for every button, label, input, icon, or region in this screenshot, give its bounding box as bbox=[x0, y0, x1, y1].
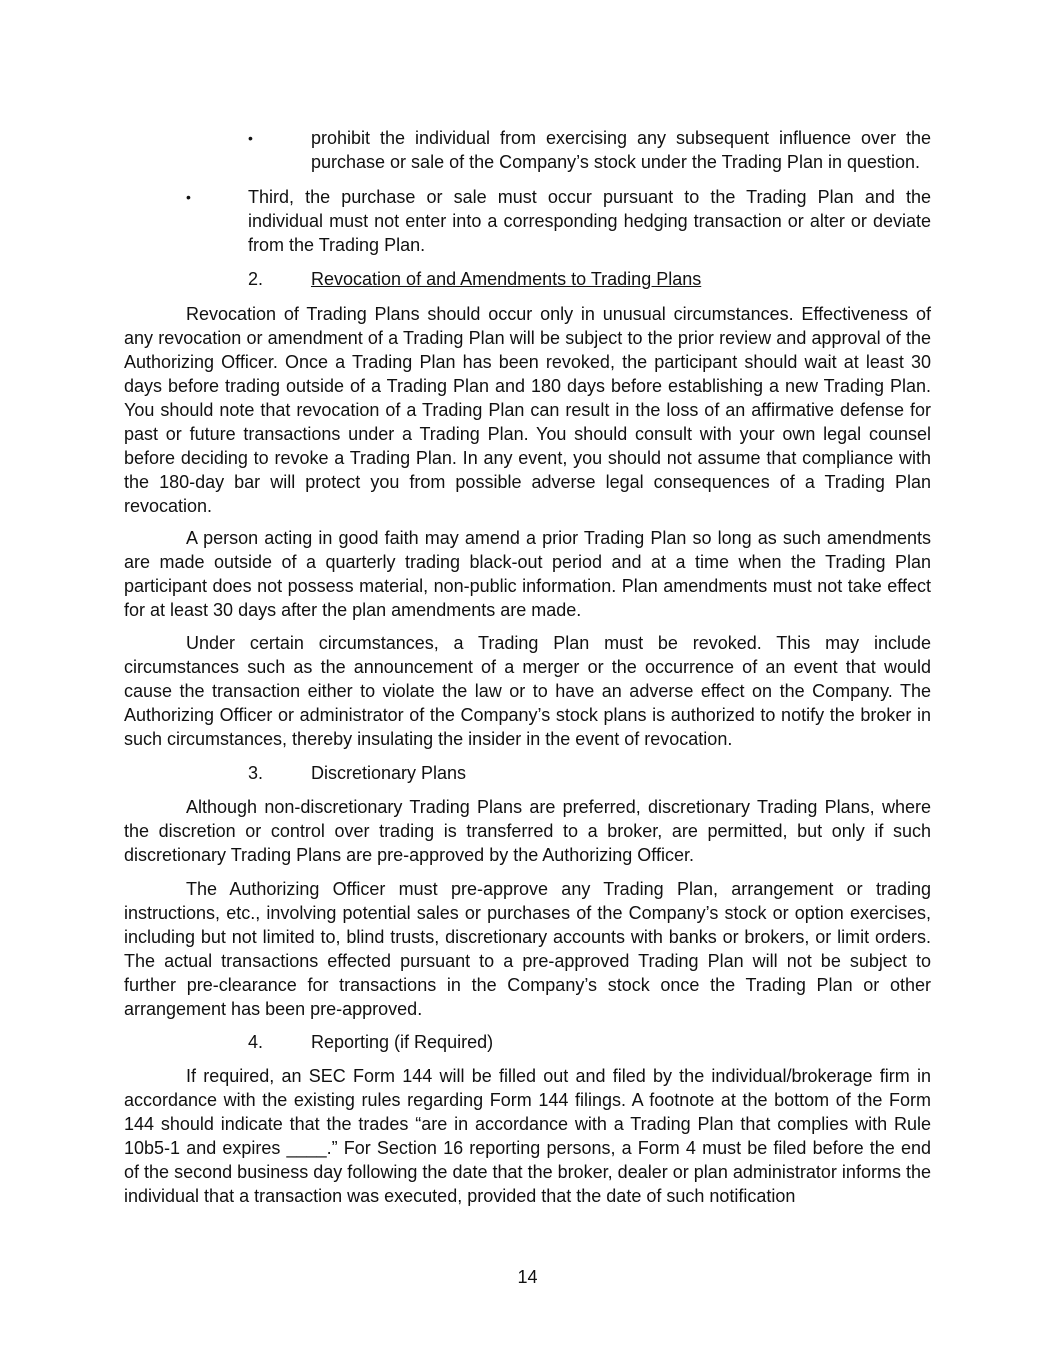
paragraph-pre-approval: The Authorizing Officer must pre-approve any Trading Plan, arrangement or trading instructions, etc., involving potential sales or purchases of the Company’s stock or option exercises, including but not limited to, blind trusts, discretionary accounts with banks or brokers, or limit orders. The actual transactions effected pursuant to a pre-approved Trading Plan will not be subject to further pre-clearance for transactions in the Company’s stock once the Trading Plan or other arrangement has been pre-approved. bbox=[124, 879, 931, 1019]
paragraph-discretionary: Although non-discretionary Trading Plans are preferred, discretionary Trading Plans, where the discretion or control over trading is transferred to a broker, are permitted, but only if such discretionary Trading Plans are pre-approved by the Authorizing Officer. bbox=[124, 797, 931, 865]
page-number: 14 bbox=[517, 1267, 538, 1287]
sub-bullet-text: prohibit the individual from exercising any subsequent influence over the purchase or sale of the Company’s stock under the Trading Plan in question. bbox=[311, 128, 931, 172]
section-heading-3 bbox=[248, 761, 466, 785]
bullet-icon: • bbox=[186, 189, 191, 205]
paragraph-reporting: If required, an SEC Form 144 will be filled out and filed by the individual/brokerage firm in accordance with the existing rules regarding Form 144 filings. A footnote at the bottom of the Form 144 should indicate that the trades “are in accordance with a Trading Plan that complies with Rule 10b5-1 and expires ____.” For Section 16 reporting persons, a Form 4 must be filed before the end of the second business day following the date that the broker, dealer or plan administrator informs the individual that a transaction was executed, provided that the date of such notification bbox=[124, 1066, 931, 1206]
section-number: 3. bbox=[248, 763, 264, 783]
bullet-icon: • bbox=[248, 130, 253, 146]
section-number: 4. bbox=[248, 1032, 264, 1052]
paragraph-revocation: Revocation of Trading Plans should occur only in unusual circumstances. Effectiveness of any revocation or amendment of a Trading Plan will be subject to the prior review and approval of the Authorizing Officer. Once a Trading Plan has been revoked, the participant should wait at least 30 days before trading outside of a Trading Plan and 180 days before establishing a new Trading Plan. You should note that revocation of a Trading Plan can result in the loss of an affirmative defense for past or future transactions under a Trading Plan. You should consult with your own legal counsel before deciding to revoke a Trading Plan. In any event, you should not assume that compliance with the 180-day bar will protect you from possible adverse legal consequences of a Trading Plan revocation. bbox=[124, 304, 931, 516]
paragraph-mandatory-revocation: Under certain circumstances, a Trading Plan must be revoked. This may include circumstances such as the announcement of a merger or the occurrence of an event that would cause the transaction either to violate the law or to have an adverse effect on the Company. The Authorizing Officer or administrator of the Company’s stock plans is authorized to notify the broker in such circumstances, thereby insulating the insider in the event of revocation. bbox=[124, 633, 931, 749]
third-bullet-item bbox=[186, 185, 931, 257]
section-heading-4 bbox=[248, 1030, 493, 1054]
section-title: Reporting (if Required) bbox=[311, 1032, 494, 1052]
paragraph-amendment: A person acting in good faith may amend a prior Trading Plan so long as such amendments are made outside of a quarterly trading black-out period and at a time when the Trading Plan participant does not possess material, non-public information. Plan amendments must not take effect for at least 30 days after the plan amendments are made. bbox=[124, 528, 931, 620]
third-bullet-text: Third, the purchase or sale must occur pursuant to the Trading Plan and the individual must not enter into a corresponding hedging transaction or alter or deviate from the Trading Plan. bbox=[248, 187, 931, 255]
section-heading-2 bbox=[248, 267, 701, 291]
sub-bullet-item bbox=[248, 126, 931, 174]
section-number: 2. bbox=[248, 269, 264, 289]
section-title: Discretionary Plans bbox=[311, 763, 467, 783]
section-title: Revocation of and Amendments to Trading Plans bbox=[311, 269, 702, 289]
